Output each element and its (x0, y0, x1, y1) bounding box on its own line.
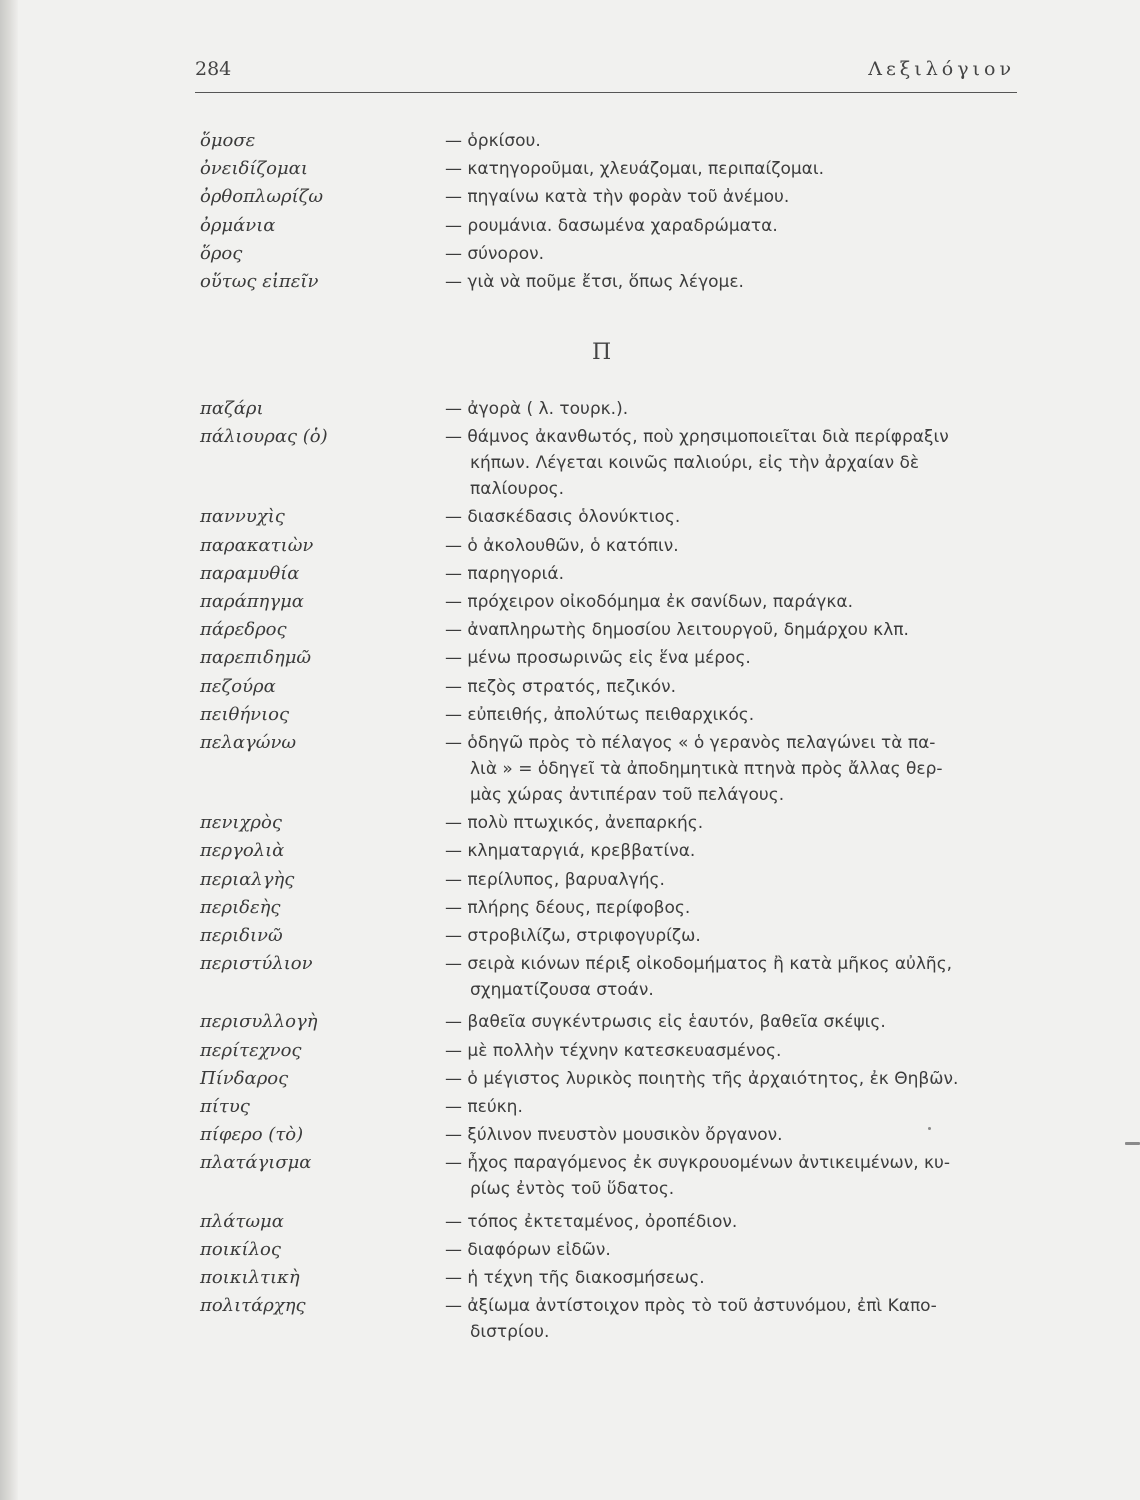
definition-line: — θάμνος ἀκανθωτός, ποὺ χρησιμοποιεῖται διὰ περίφραξιν (445, 427, 949, 448)
glossary-definition (445, 1265, 1035, 1291)
glossary-definition (445, 810, 1035, 836)
glossary-term: παραμυθία (200, 562, 300, 584)
glossary-term: πίτυς (200, 1096, 250, 1117)
glossary-definition (445, 396, 1035, 422)
scan-mark (928, 1127, 931, 1130)
definition-line: μὰς χώρας ἀντιπέραν τοῦ πελάγους. (470, 785, 785, 805)
definition-line: — παρηγοριά. (445, 563, 565, 584)
definition-line: κήπων. Λέγεται κοινῶς παλιούρι, εἰς τὴν ἀρχαίαν δὲ (470, 453, 920, 474)
definition-line: — ἡ τέχνη τῆς διακοσμήσεως. (445, 1268, 705, 1288)
definition-line: — ἀγορὰ ( λ. τουρκ.). (445, 399, 629, 419)
definition-line: — μένω προσωρινῶς εἰς ἕνα μέρος. (445, 648, 751, 669)
definition-line: — πολὺ πτωχικός, ἀνεπαρκής. (445, 813, 704, 834)
glossary-term: παράπηγμα (200, 591, 304, 612)
glossary-term: πενιχρὸς (200, 812, 282, 834)
glossary-definition (445, 589, 1035, 615)
definition-line: — πεζὸς στρατός, πεζικόν. (445, 676, 677, 697)
glossary-definition (445, 895, 1035, 921)
glossary-term: παζάρι (200, 398, 264, 419)
glossary-term: πλατάγισμα (200, 1152, 312, 1174)
glossary-definition (445, 1038, 1035, 1064)
glossary-term: περισυλλογὴ (200, 1011, 318, 1033)
definition-line: — ὁρκίσου. (445, 131, 541, 151)
definition-line: — ξύλινον πνευστὸν μουσικὸν ὄργανον. (445, 1125, 783, 1146)
definition-line: — πηγαίνω κατὰ τὴν φορὰν τοῦ ἀνέμου. (445, 187, 790, 208)
glossary-term: περίτεχνος (200, 1039, 302, 1061)
glossary-definition (445, 533, 1035, 559)
definition-line: — πλήρης δέους, περίφοβος. (445, 897, 691, 918)
definition-line: διστρίου. (470, 1322, 550, 1343)
glossary-definition (445, 241, 1035, 267)
definition-line: — σύνορον. (445, 243, 545, 264)
glossary-definition (445, 1150, 1035, 1202)
glossary-term: ὅρος (200, 242, 243, 264)
definition-line: — κατηγοροῦμαι, χλευάζομαι, περιπαίζομαι. (445, 159, 825, 180)
definition-line: — ἦχος παραγόμενος ἐκ συγκρουομένων ἀντικειμένων, κυ- (445, 1153, 951, 1174)
glossary-definition (445, 1293, 1035, 1345)
glossary-definition (445, 923, 1035, 949)
glossary-definition (445, 504, 1035, 530)
glossary-definition (445, 184, 1035, 210)
glossary-definition (445, 424, 1035, 502)
definition-line: — ἀναπληρωτὴς δημοσίου λειτουργοῦ, δημάρχου κλπ. (445, 620, 909, 641)
glossary-definition (445, 867, 1035, 893)
definition-line: ρίως ἐντὸς τοῦ ὕδατος. (470, 1179, 675, 1200)
page-binding-shadow (0, 0, 18, 1500)
definition-line: — διαφόρων εἰδῶν. (445, 1239, 611, 1260)
glossary-definition (445, 213, 1035, 239)
glossary-definition (445, 730, 1035, 808)
definition-line: — σειρὰ κιόνων πέριξ οἰκοδομήματος ἢ κατὰ μῆκος αὐλῆς, (445, 954, 953, 975)
glossary-term: περιδινῶ (200, 925, 283, 946)
glossary-term: πίφερο (τὸ) (200, 1124, 304, 1146)
definition-line: — ρουμάνια. δασωμένα χαραδρώματα. (445, 215, 778, 236)
definition-line: — πεύκη. (445, 1097, 523, 1117)
definition-line: — βαθεῖα συγκέντρωσις εἰς ἑαυτόν, βαθεῖα σκέψις. (445, 1012, 886, 1033)
glossary-term: ὀνειδίζομαι (200, 158, 308, 180)
glossary-term: παρακατιὼν (200, 534, 314, 556)
header-rule (195, 92, 1017, 93)
definition-line: — τόπος ἐκτεταμένος, ὀροπέδιον. (445, 1211, 738, 1232)
glossary-term: περγολιὰ (200, 840, 285, 862)
glossary-definition (445, 838, 1035, 864)
definition-line: λιὰ » = ὁδηγεῖ τὰ ἀποδημητικὰ πτηνὰ πρὸς ἄλλας θερ- (470, 759, 943, 779)
glossary-term: πάρεδρος (200, 619, 287, 641)
glossary-term: πειθήνιος (200, 703, 290, 725)
glossary-term: πεζούρα (200, 675, 276, 697)
page-number: 284 (195, 58, 232, 80)
glossary-term: πάλιουρας (ὁ) (200, 426, 328, 448)
glossary-term: πολιτάρχης (200, 1295, 306, 1317)
glossary-term: ὀρμάνια (200, 214, 276, 236)
page-header (195, 58, 1015, 88)
glossary-definition (445, 1237, 1035, 1263)
glossary-definition (445, 1066, 1035, 1092)
definition-line: — κληματαργιά, κρεββατίνα. (445, 841, 696, 862)
glossary-definition (445, 1094, 1035, 1120)
definition-line: — στροβιλίζω, στριφογυρίζω. (445, 926, 701, 946)
definition-line: — εὐπειθής, ἀπολύτως πειθαρχικός. (445, 704, 755, 725)
glossary-definition (445, 1009, 1035, 1035)
glossary-term: πελαγώνω (200, 732, 297, 753)
definition-line: — ὁδηγῶ πρὸς τὸ πέλαγος « ὁ γερανὸς πελαγώνει τὰ πα- (445, 733, 936, 753)
glossary-term: ποικίλος (200, 1238, 281, 1260)
glossary-term: περιδεὴς (200, 896, 281, 918)
definition-line: — γιὰ νὰ ποῦμε ἔτσι, ὅπως λέγομε. (445, 272, 744, 292)
definition-line: — διασκέδασις ὁλονύκτιος. (445, 507, 681, 528)
definition-line: παλίουρος. (470, 479, 565, 500)
definition-line: σχηματίζουσα στοάν. (470, 980, 654, 1001)
definition-line: — ἀξίωμα ἀντίστοιχον πρὸς τὸ τοῦ ἀστυνόμου, ἐπὶ Καπο- (445, 1296, 937, 1317)
glossary-definition (445, 1209, 1035, 1235)
scan-mark (1125, 1142, 1140, 1145)
running-title: Λεξιλόγιον (868, 58, 1015, 80)
glossary-term: περιστύλιον (200, 953, 313, 975)
glossary-definition (445, 645, 1035, 671)
glossary-definition (445, 128, 1035, 154)
definition-line: — ὁ ἀκολουθῶν, ὁ κατόπιν. (445, 535, 679, 556)
glossary-term: ὀρθοπλωρίζω (200, 186, 324, 208)
definition-line: — ὁ μέγιστος λυρικὸς ποιητὴς τῆς ἀρχαιότητος, ἐκ Θηβῶν. (445, 1068, 959, 1089)
definition-line: — περίλυπος, βαρυαλγής. (445, 869, 665, 890)
glossary-term: ποικιλτικὴ (200, 1267, 300, 1288)
glossary-term: περιαλγὴς (200, 868, 295, 890)
glossary-definition (445, 269, 1035, 295)
definition-line: — μὲ πολλὴν τέχνην κατεσκευασμένος. (445, 1040, 782, 1061)
glossary-definition (445, 951, 1035, 1003)
glossary-definition (445, 561, 1035, 587)
glossary-definition (445, 617, 1035, 643)
glossary-definition (445, 702, 1035, 728)
glossary-term: οὕτως εἰπεῖν (200, 271, 319, 292)
glossary-term: Πίνδαρος (200, 1067, 289, 1089)
definition-line: — πρόχειρον οἰκοδόμημα ἐκ σανίδων, παράγκα. (445, 592, 853, 612)
glossary-definition (445, 1122, 1035, 1148)
glossary-term: πλάτωμα (200, 1210, 284, 1232)
glossary-term: παννυχὶς (200, 506, 285, 528)
section-letter-heading: Π (592, 340, 612, 365)
glossary-term: παρεπιδημῶ (200, 647, 312, 669)
glossary-definition (445, 156, 1035, 182)
glossary-definition (445, 674, 1035, 700)
glossary-term: ὅμοσε (200, 130, 256, 151)
